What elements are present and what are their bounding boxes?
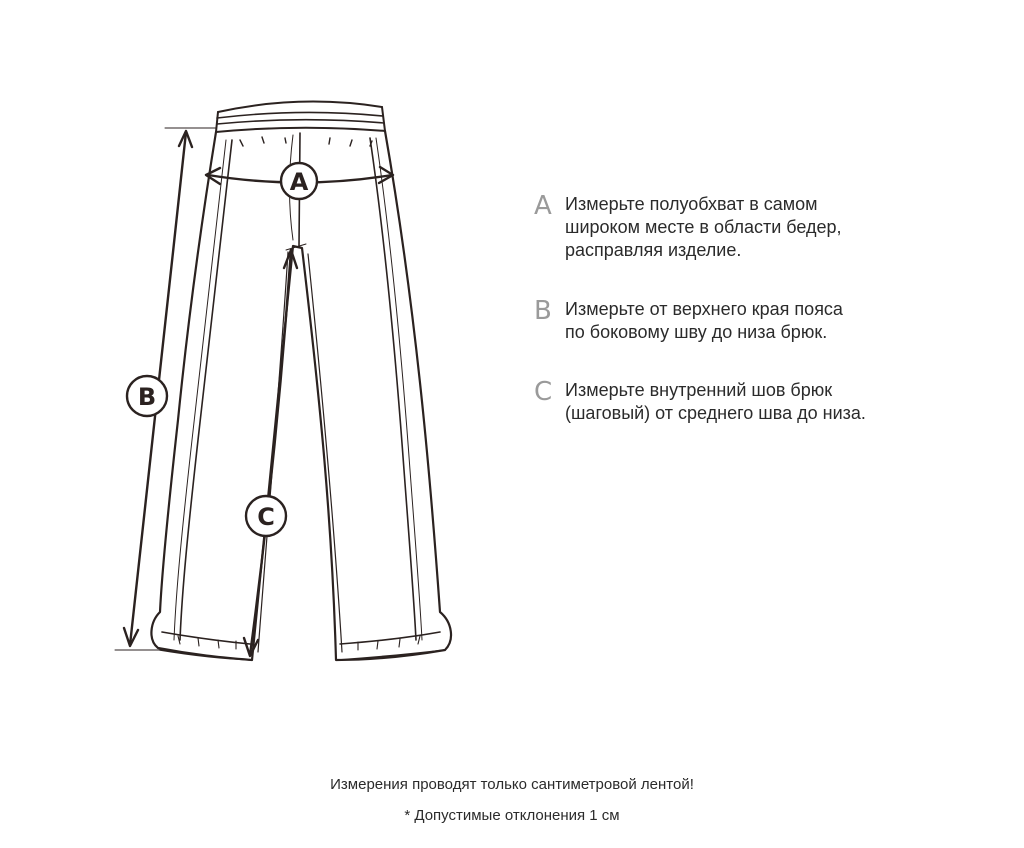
trousers-outline: [151, 131, 451, 660]
legend-letter-c: C: [534, 377, 553, 407]
legend-letter-b: B: [534, 296, 552, 326]
legend-b-line: по боковому шву до низа брюк.: [565, 322, 828, 342]
measure-c-line: [250, 250, 291, 655]
legend-text-c: [565, 379, 866, 425]
marker-c-label: C: [257, 503, 275, 531]
waistband-line-2: [217, 120, 384, 124]
right-inner-leg-line: [308, 254, 342, 652]
gather-marks: [240, 137, 372, 146]
legend-letter-a: A: [534, 191, 552, 221]
right-side-seam: [370, 138, 416, 640]
footer-tolerance: * Допустимые отклонения 1 см: [404, 807, 620, 824]
waistband-right-edge: [382, 107, 385, 131]
marker-a-label: A: [289, 168, 309, 196]
waistband-left-edge: [216, 112, 218, 132]
footer-note: Измерения проводят только сантиметровой лентой!: [330, 776, 694, 793]
legend-a-line: расправляя изделие.: [565, 240, 742, 260]
hem-cuff-right: [440, 612, 451, 650]
marker-b-label: B: [137, 383, 157, 411]
waistband-line-1: [217, 112, 383, 118]
legend-c-line: Измерьте внутренний шов брюк: [565, 380, 833, 400]
left-side-seam: [180, 140, 232, 640]
waistband-top: [218, 102, 382, 112]
legend-text-b: [565, 298, 843, 344]
legend-text-a: [565, 193, 842, 262]
legend-c-line: (шаговый) от среднего шва до низа.: [565, 403, 866, 423]
left-hem-gathers: [178, 636, 236, 649]
legend-a-line: Измерьте полуобхват в самом: [565, 194, 818, 214]
right-hem: [338, 632, 445, 660]
waistband-line-3: [216, 128, 385, 132]
legend-a-line: широком месте в области бедер,: [565, 217, 842, 237]
legend-b-line: Измерьте от верхнего края пояса: [565, 299, 843, 319]
right-hem-gathers: [358, 636, 420, 650]
